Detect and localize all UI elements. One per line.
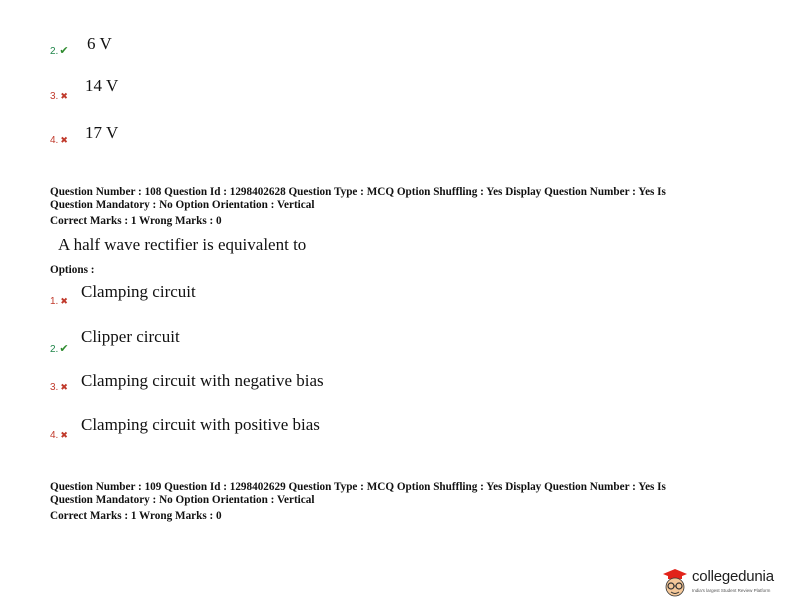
- graduate-face-icon: [660, 566, 690, 600]
- question-109-meta: Question Number : 109 Question Id : 1298402629 Question Type : MCQ Option Shuffling : Yes Display Question Number : Yes Is Question Mandatory : No Option Orientation : Vertical Correct Marks : 1 Wrong Marks : 0: [50, 481, 730, 523]
- collegedunia-logo[interactable]: [660, 564, 786, 604]
- logo-tagline: India's largest Student Review Platform: [692, 588, 771, 593]
- options-label: Options :: [50, 264, 95, 276]
- checkmark-icon: ✔: [59, 45, 69, 57]
- option-text: Clamping circuit: [81, 282, 196, 301]
- logo-name: collegedunia: [692, 568, 774, 585]
- option-text: Clamping circuit with negative bias: [81, 371, 324, 390]
- question-109-marks: Correct Marks : 1 Wrong Marks : 0: [50, 510, 222, 522]
- option-text: 14 V: [85, 76, 119, 95]
- question-108-text: A half wave rectifier is equivalent to: [58, 235, 307, 254]
- option-text: Clamping circuit with positive bias: [81, 415, 320, 434]
- option-number: 3. ✖: [50, 91, 68, 102]
- option-text: Clipper circuit: [81, 327, 180, 346]
- option-number: 1. ✖: [50, 296, 68, 307]
- option-text: 6 V: [87, 34, 112, 53]
- cross-icon: ✖: [60, 296, 68, 306]
- cross-icon: ✖: [60, 135, 68, 145]
- option-number: 4. ✖: [50, 135, 68, 146]
- question-108-meta: Question Number : 108 Question Id : 1298402628 Question Type : MCQ Option Shuffling : Yes Display Question Number : Yes Is Question Mandatory : No Option Orientation : Vertical Correct Marks : 1 Wrong Marks : 0: [50, 186, 730, 228]
- question-108-marks: Correct Marks : 1 Wrong Marks : 0: [50, 215, 222, 227]
- option-number: 3. ✖: [50, 382, 68, 393]
- option-number: 2.✔: [50, 45, 69, 57]
- checkmark-icon: ✔: [59, 343, 69, 355]
- cross-icon: ✖: [60, 91, 68, 101]
- option-number: 2.✔: [50, 343, 69, 355]
- cross-icon: ✖: [60, 382, 68, 392]
- option-text: 17 V: [85, 123, 119, 142]
- cross-icon: ✖: [60, 430, 68, 440]
- option-number: 4. ✖: [50, 430, 68, 441]
